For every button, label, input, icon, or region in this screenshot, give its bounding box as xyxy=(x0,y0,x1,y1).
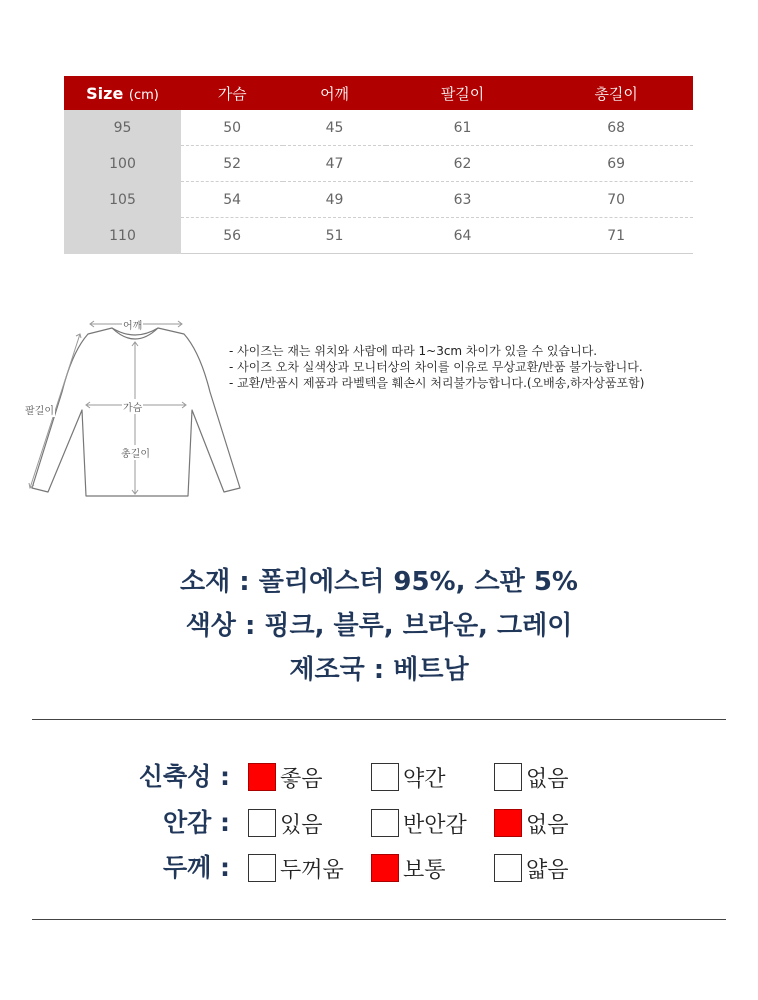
table-cell: 50 xyxy=(181,110,283,146)
checkbox-checked xyxy=(248,763,276,791)
size-table-header xyxy=(64,76,693,110)
note-line: - 교환/반품시 제품과 라벨텍을 훼손시 처리불가능합니다.(오배송,하자상품포함) xyxy=(229,376,645,390)
option-label: 없음 xyxy=(526,766,569,792)
shoulder-label: 어깨 xyxy=(122,317,143,332)
table-cell: 63 xyxy=(386,182,540,218)
size-cell: 105 xyxy=(64,182,181,218)
sleeve-label: 팔길이 xyxy=(24,402,55,417)
table-row xyxy=(64,182,693,218)
table-cell: 52 xyxy=(181,146,283,182)
property-row-thickness xyxy=(0,851,758,885)
table-cell: 62 xyxy=(386,146,540,182)
divider xyxy=(32,719,726,720)
note-line: - 사이즈 오차 실색상과 모니터상의 차이를 이유로 무상교환/반품 불가능합니다. xyxy=(229,360,643,374)
note-line: - 사이즈는 재는 위치와 사람에 따라 1~3cm 차이가 있을 수 있습니다. xyxy=(229,344,598,358)
table-cell: 54 xyxy=(181,182,283,218)
checkbox xyxy=(248,809,276,837)
table-cell: 70 xyxy=(539,182,693,218)
option-label: 보통 xyxy=(403,857,446,883)
table-cell: 68 xyxy=(539,110,693,146)
option-label: 좋음 xyxy=(280,766,323,792)
option-label: 있음 xyxy=(280,812,323,838)
size-table xyxy=(64,76,693,254)
origin-info: 제조국 : 베트남 xyxy=(289,655,469,685)
checkbox-checked xyxy=(371,854,399,882)
checkbox xyxy=(248,854,276,882)
table-row xyxy=(64,146,693,182)
option-label: 약간 xyxy=(403,766,446,792)
option-label: 없음 xyxy=(526,812,569,838)
property-label: 안감 : xyxy=(162,808,230,837)
column-header: 총길이 xyxy=(539,76,693,110)
option xyxy=(371,808,467,838)
divider xyxy=(32,919,726,920)
table-row xyxy=(64,218,693,254)
option xyxy=(248,762,323,792)
table-cell: 69 xyxy=(539,146,693,182)
table-cell: 64 xyxy=(386,218,540,254)
table-cell: 49 xyxy=(283,182,385,218)
table-cell: 61 xyxy=(386,110,540,146)
table-cell: 45 xyxy=(283,110,385,146)
material-info: 소재 : 폴리에스터 95%, 스판 5% xyxy=(180,567,578,597)
size-cell: 110 xyxy=(64,218,181,254)
option xyxy=(248,853,344,883)
option-label: 두꺼움 xyxy=(280,857,344,883)
option xyxy=(494,762,569,792)
option-label: 반안감 xyxy=(403,812,467,838)
column-header: 팔길이 xyxy=(386,76,540,110)
table-cell: 51 xyxy=(283,218,385,254)
size-header: Size (cm) xyxy=(64,76,181,110)
column-header: 어깨 xyxy=(283,76,385,110)
column-header: 가슴 xyxy=(181,76,283,110)
property-row-stretch xyxy=(0,760,758,794)
checkbox-checked xyxy=(494,809,522,837)
checkbox xyxy=(494,763,522,791)
option xyxy=(248,808,323,838)
option xyxy=(494,808,569,838)
size-notes xyxy=(229,343,644,391)
table-cell: 56 xyxy=(181,218,283,254)
checkbox xyxy=(494,854,522,882)
option xyxy=(371,853,446,883)
size-cell: 95 xyxy=(64,110,181,146)
size-cell: 100 xyxy=(64,146,181,182)
option-label: 얇음 xyxy=(526,857,569,883)
table-row xyxy=(64,110,693,146)
table-cell: 71 xyxy=(539,218,693,254)
option xyxy=(371,762,446,792)
garment-diagram xyxy=(24,312,246,502)
option xyxy=(494,853,569,883)
table-cell: 47 xyxy=(283,146,385,182)
property-label: 신축성 : xyxy=(138,762,230,791)
chest-label: 가슴 xyxy=(122,399,143,414)
property-row-lining xyxy=(0,806,758,840)
property-label: 두께 : xyxy=(162,853,230,882)
checkbox xyxy=(371,763,399,791)
color-info: 색상 : 핑크, 블루, 브라운, 그레이 xyxy=(185,611,573,641)
checkbox xyxy=(371,809,399,837)
length-label: 총길이 xyxy=(120,445,151,460)
